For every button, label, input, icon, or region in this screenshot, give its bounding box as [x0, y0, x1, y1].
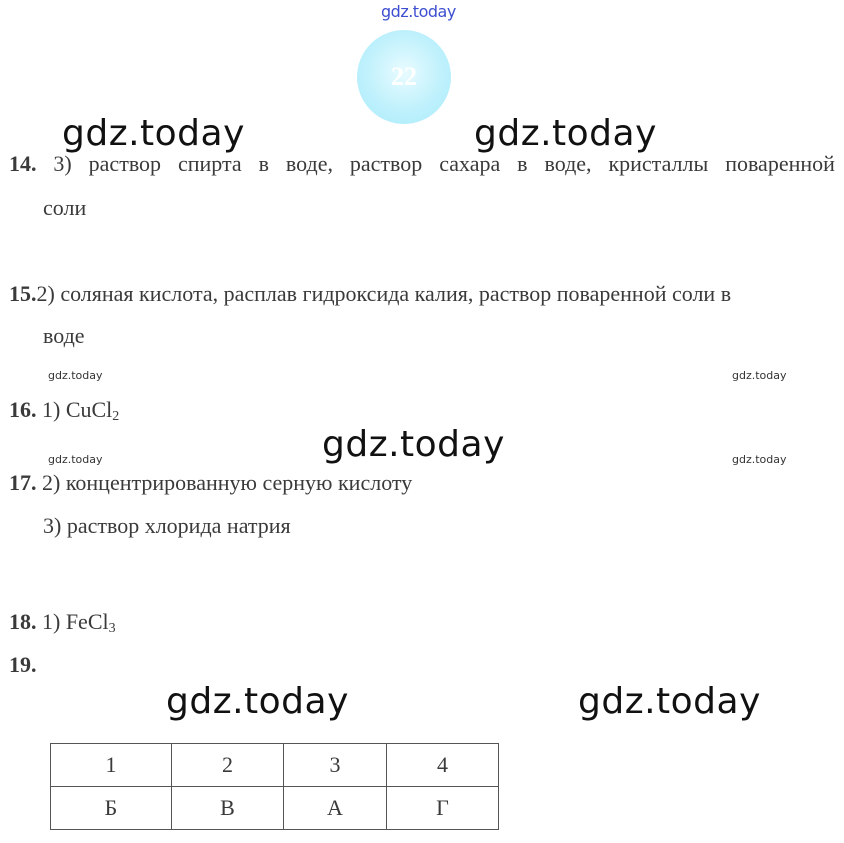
word: спирта [177, 151, 242, 176]
answer-17-line2: 3) раствор хлорида натрия [43, 513, 291, 538]
watermark-top: gdz.today [381, 2, 456, 21]
answer-14-line1 [9, 153, 835, 175]
answer-14-line2: соли [43, 195, 87, 220]
answer-18-text: 1) FeCl [42, 609, 109, 634]
answer-number: 14. [9, 151, 37, 176]
answer-19 [9, 654, 37, 676]
answer-number: 16. [9, 397, 37, 422]
table-cell: 4 [387, 744, 499, 787]
subscript: 2 [112, 409, 120, 424]
watermark-small: gdz.today [732, 369, 787, 382]
word: в [517, 151, 528, 176]
answer-16-text: 1) CuCl [42, 397, 113, 422]
table-cell: А [284, 787, 387, 830]
subscript: 3 [108, 621, 116, 636]
answer-number: 19. [9, 652, 37, 677]
answer-16 [9, 397, 120, 424]
table-cell: Г [387, 787, 499, 830]
word: воде, [544, 151, 592, 176]
word: сахара [439, 151, 501, 176]
word: 3) [53, 151, 72, 176]
answer-table [50, 743, 499, 830]
table-cell: В [172, 787, 284, 830]
watermark: gdz.today [322, 424, 505, 465]
answer-15-text: 2) соляная кислота, расплав гидроксида калия, раствор поваренной соли в [36, 281, 732, 306]
word: кристаллы [608, 151, 709, 176]
table-cell: 3 [284, 744, 387, 787]
watermark: gdz.today [578, 681, 761, 722]
answer-number: 17. [9, 470, 37, 495]
watermark-small: gdz.today [48, 369, 103, 382]
page-number-badge [357, 30, 451, 124]
table-cell: 1 [51, 744, 172, 787]
answer-15-line2: воде [43, 323, 85, 348]
word: воде, [285, 151, 333, 176]
watermark-small: gdz.today [48, 453, 103, 466]
table-header-row [51, 744, 499, 787]
answer-17-text: 2) концентрированную серную кислоту [42, 470, 413, 495]
watermark-small: gdz.today [732, 453, 787, 466]
answer-18 [9, 609, 116, 636]
table-cell: 2 [172, 744, 284, 787]
answer-number: 15. [9, 281, 37, 306]
answer-17-line1 [9, 472, 412, 494]
word: раствор [88, 151, 162, 176]
table-row [51, 787, 499, 830]
answer-15-line1 [9, 283, 731, 305]
watermark: gdz.today [62, 113, 245, 154]
watermark: gdz.today [166, 681, 349, 722]
word: раствор [349, 151, 423, 176]
word: поваренной [725, 151, 835, 176]
answer-number: 18. [9, 609, 37, 634]
watermark: gdz.today [474, 113, 657, 154]
word: в [258, 151, 269, 176]
table-cell: Б [51, 787, 172, 830]
page-number: 22 [391, 62, 417, 91]
